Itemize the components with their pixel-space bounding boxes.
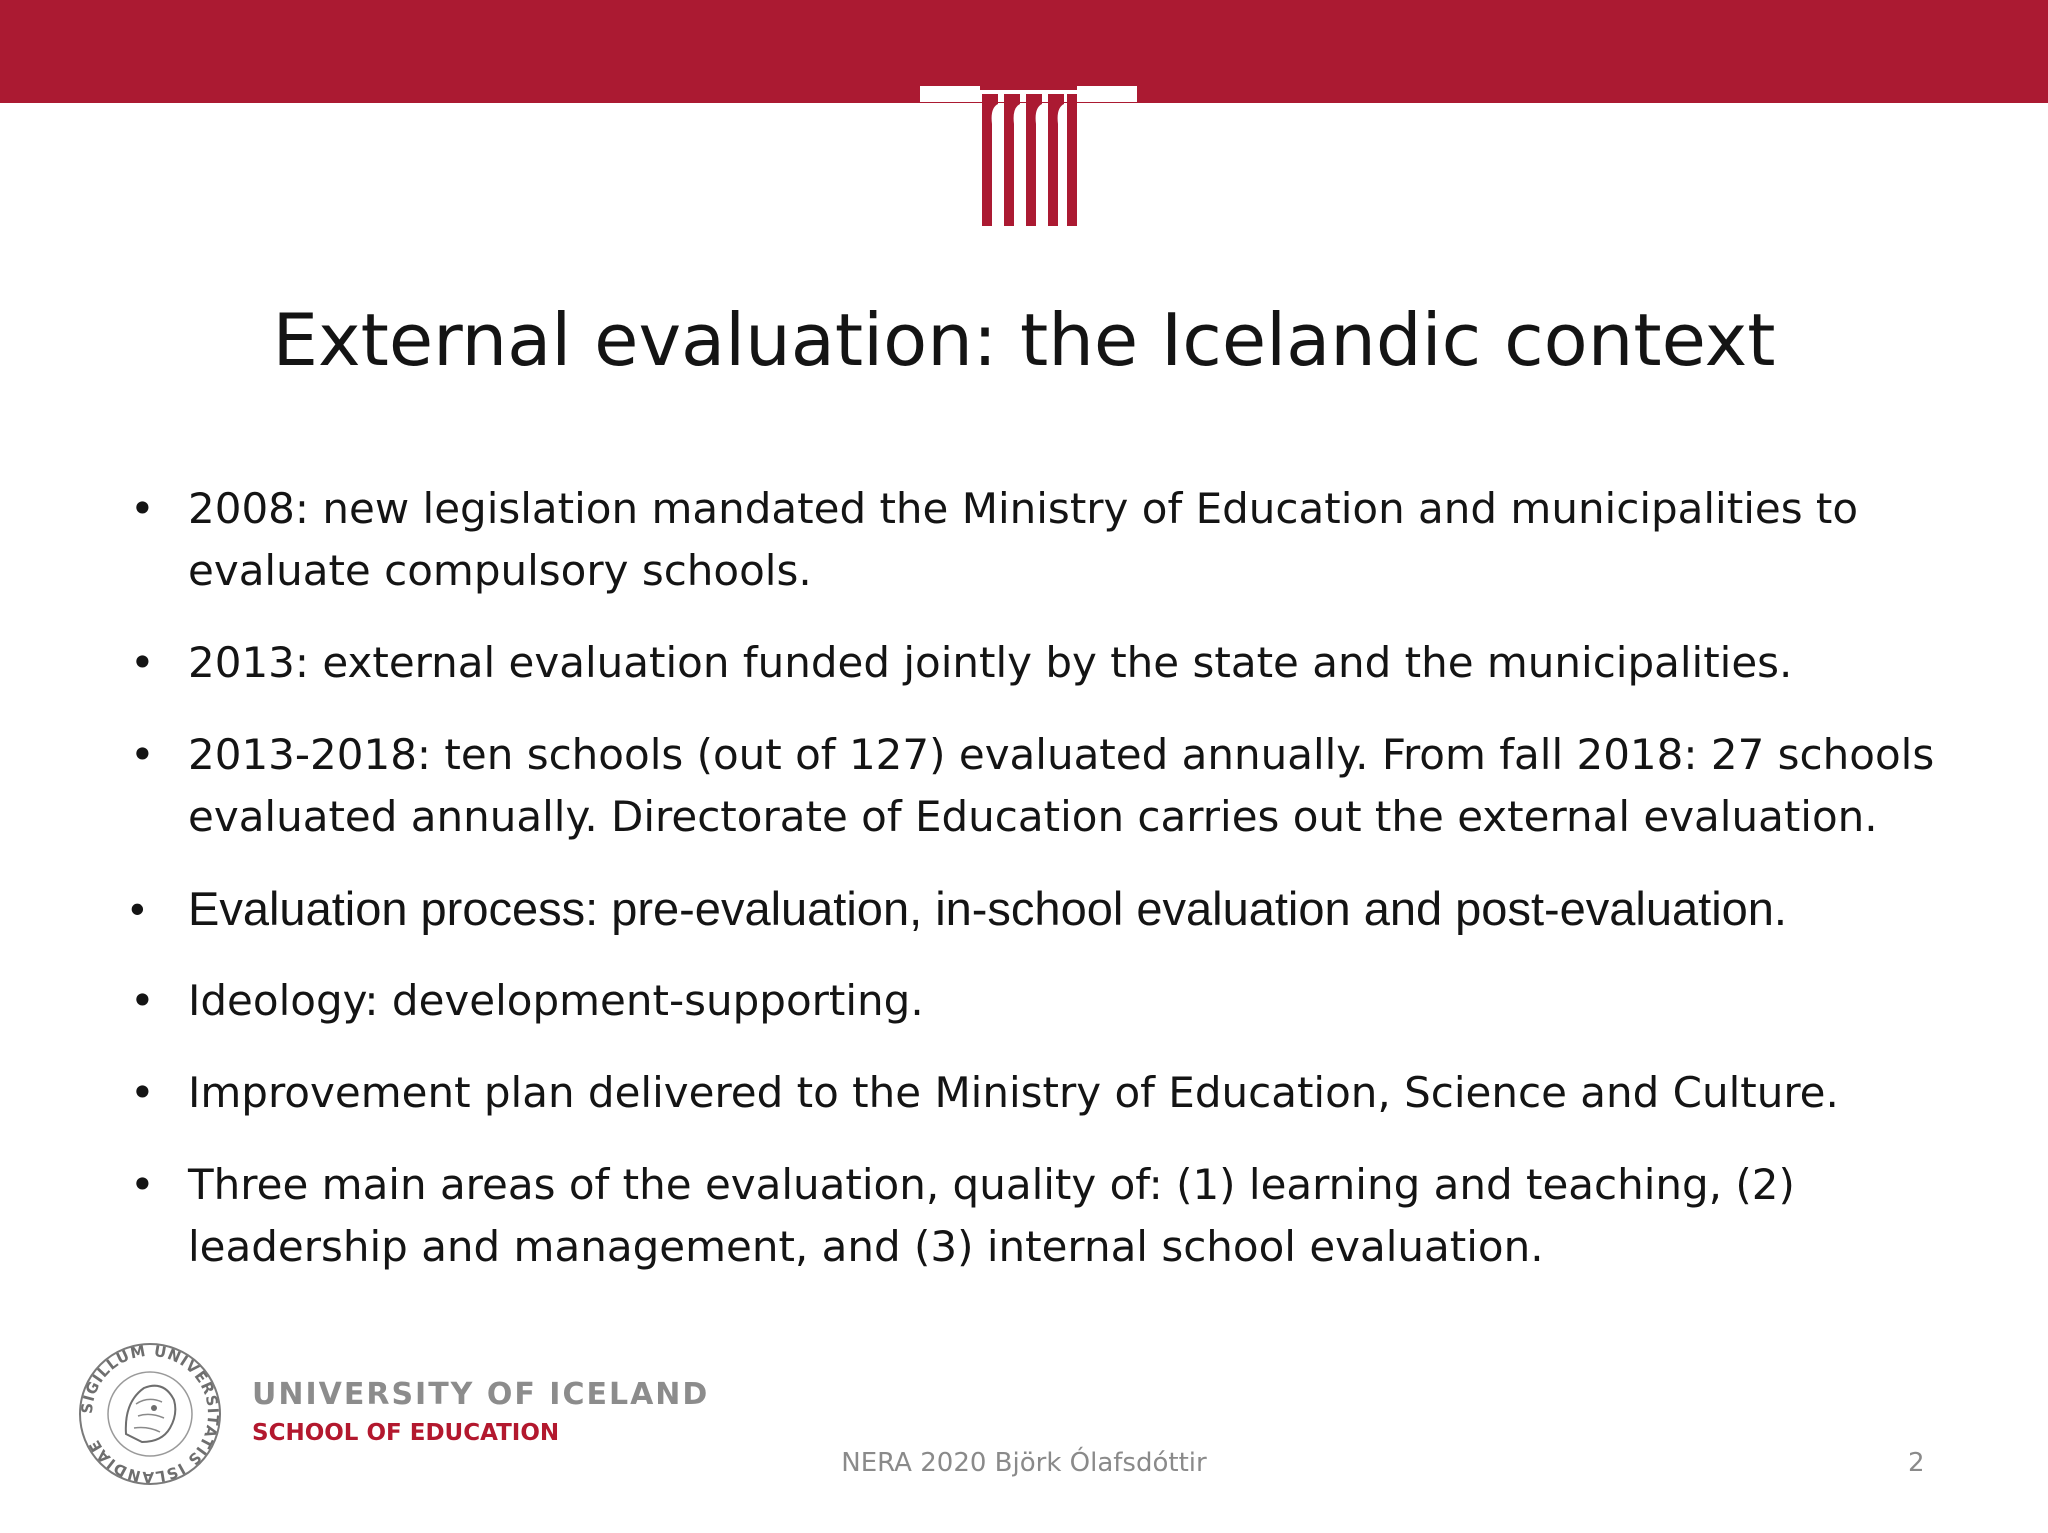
bullet-text: Evaluation process: pre-evaluation, in-school evaluation and post-evaluation. (188, 882, 1787, 935)
bullet-text: 2008: new legislation mandated the Ministry of Education and municipalities to evaluate compulsory schools. (188, 484, 1859, 595)
page-number: 2 (1908, 1448, 1925, 1478)
bullet-dot: • (130, 1068, 155, 1117)
bullet-text: 2013-2018: ten schools (out of 127) evaluated annually. From fall 2018: 27 schools evaluated annually. Directorate of Education carries out the external evaluation. (188, 730, 1935, 841)
pillars-logo-icon (920, 64, 1137, 234)
university-name: UNIVERSITY OF ICELAND (252, 1377, 710, 1412)
bullet-dot: • (130, 1160, 155, 1209)
bullet-list (130, 478, 1960, 1308)
bullet-dot: • (130, 484, 155, 533)
bullet-text: Improvement plan delivered to the Ministry of Education, Science and Culture. (188, 1068, 1839, 1117)
list-item (130, 1154, 1960, 1278)
bullet-text: Ideology: development-supporting. (188, 976, 924, 1025)
bullet-dot: • (130, 638, 155, 687)
list-item (130, 970, 1960, 1032)
bullet-dot: • (130, 976, 155, 1025)
list-item (130, 478, 1960, 602)
bullet-text: 2013: external evaluation funded jointly by the state and the municipalities. (188, 638, 1793, 687)
school-name: SCHOOL OF EDUCATION (252, 1420, 560, 1446)
bullet-dot: • (130, 885, 145, 932)
list-item (130, 724, 1960, 848)
list-item (130, 1062, 1960, 1124)
footer-author: NERA 2020 Björk Ólafsdóttir (841, 1448, 1207, 1478)
svg-text:SIGILLUM UNIVERSITATIS ISLANDI: SIGILLUM UNIVERSITATIS ISLANDIAE (78, 1342, 222, 1486)
slide-title: External evaluation: the Icelandic context (272, 298, 1776, 382)
bullet-text: Three main areas of the evaluation, quality of: (1) learning and teaching, (2) leadership and management, and (3) internal school evaluation. (188, 1160, 1795, 1271)
list-item (130, 878, 1960, 940)
list-item (130, 632, 1960, 694)
bullet-dot: • (130, 730, 155, 779)
